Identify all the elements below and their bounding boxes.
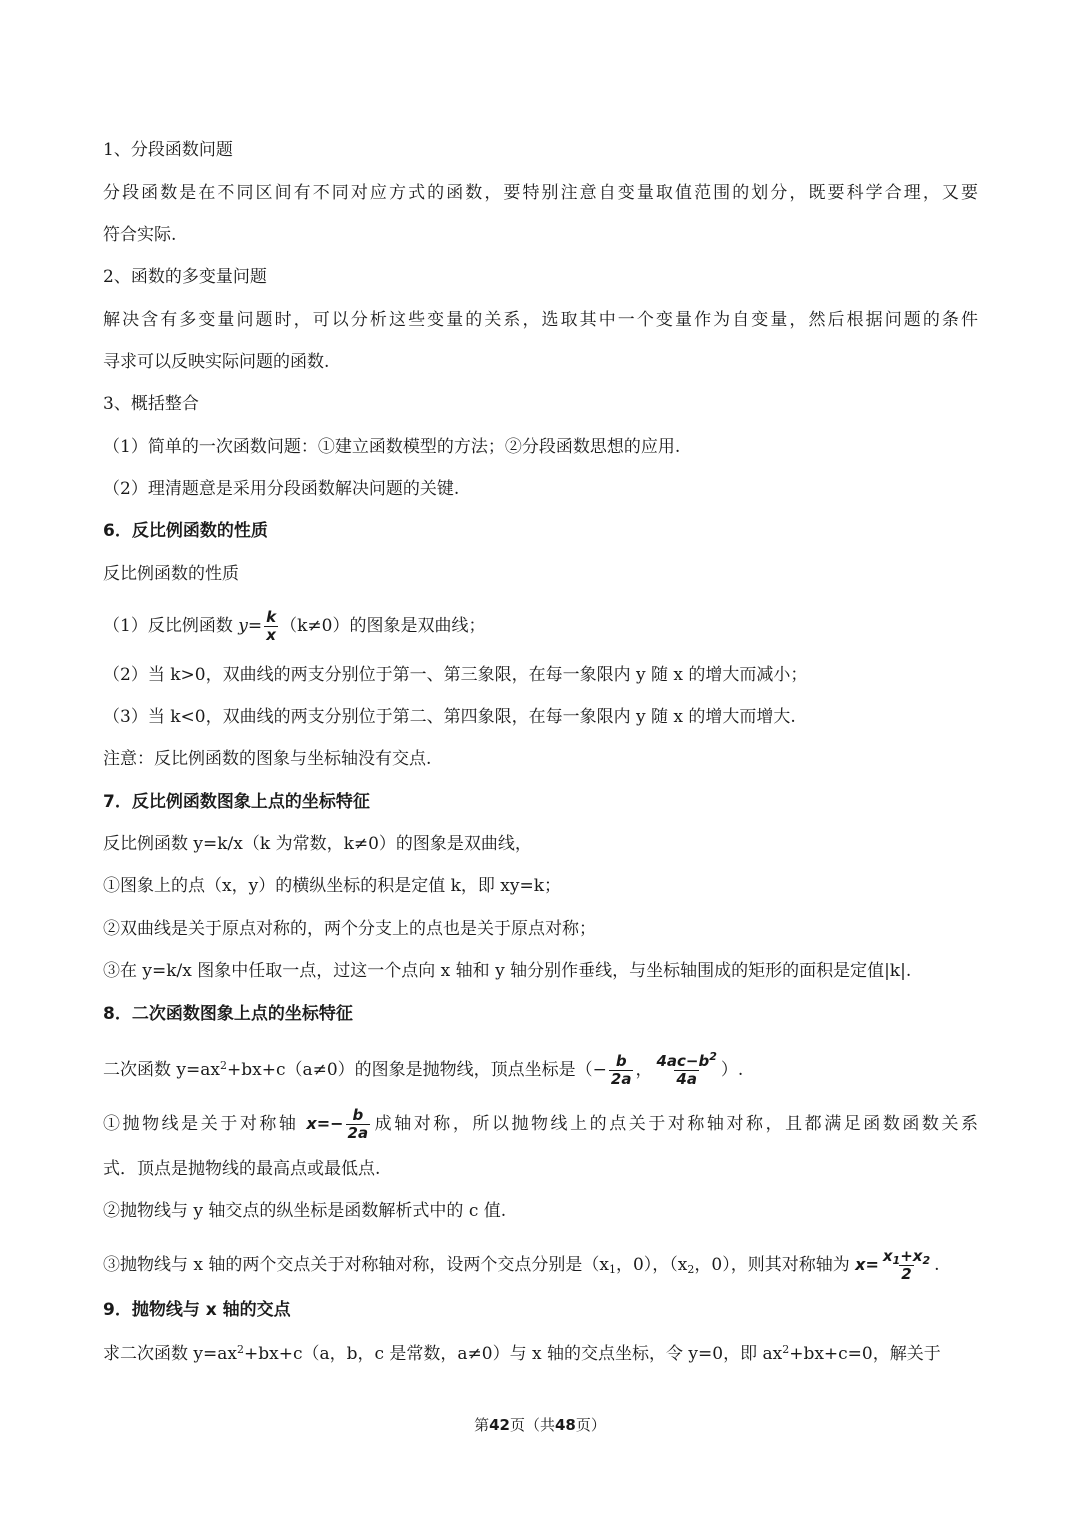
piecewise-paragraph-line2: 符合实际. <box>103 225 177 245</box>
section8-item-1-line1 <box>103 1107 978 1142</box>
text: +bx+c=0，解关于 <box>789 1344 941 1364</box>
numerator: $x_1+x_2$ <box>882 1247 931 1267</box>
section7-heading: 7．反比例函数图象上点的坐标特征 <box>103 792 370 812</box>
footer-text: 第 <box>474 1416 490 1434</box>
denominator: 4a <box>676 1070 697 1088</box>
numerator-text: 4ac−b <box>656 1052 710 1070</box>
denominator: 2a <box>610 1070 632 1088</box>
section7-item-3: ③在 y=k/x 图象中任取一点，过这一个点向 x 轴和 y 轴分别作垂线，与坐标轴围成的矩形的面积是定值|k|. <box>103 961 912 981</box>
section7-item-1: ①图象上的点（x，y）的横纵坐标的积是定值 k，即 xy=k； <box>103 876 562 896</box>
multivar-paragraph-line2: 寻求可以反映实际问题的函数. <box>103 352 330 372</box>
summary-item-2: （2）理清题意是采用分段函数解决问题的关键. <box>103 479 460 499</box>
current-page-number: 42 <box>489 1416 510 1434</box>
numerator: b <box>352 1106 364 1124</box>
section6-property-3: （3）当 k<0，双曲线的两支分别位于第二、第四象限，在每一象限内 y 随 x 的增大而增大. <box>103 707 796 727</box>
section7-intro: 反比例函数 y=k/x（k 为常数，k≠0）的图象是双曲线， <box>103 834 532 854</box>
comma: ， <box>635 1060 653 1080</box>
var-y: y <box>238 616 248 636</box>
text: ，0），（x <box>615 1255 688 1275</box>
axis-x-expr: x= <box>855 1255 879 1274</box>
fraction-b-over-2a <box>346 1107 371 1142</box>
section8-heading: 8．二次函数图象上点的坐标特征 <box>103 1004 353 1024</box>
section6-note: 注意：反比例函数的图象与坐标轴没有交点. <box>103 749 432 769</box>
section8-intro: 二次函数 $y=ax^2+bx+c(a\ne 0)$的图象是抛物线，顶点坐标是（− $\frac{b}{2a}$ ， $\frac{4ac-b^2}{4a}$ ）. <box>103 1050 744 1088</box>
text: ①抛物线是关于对称轴 <box>103 1114 307 1134</box>
numerator-x1: x <box>882 1247 893 1265</box>
text: ，0），则其对称轴为 <box>694 1255 856 1275</box>
text: . <box>934 1255 940 1275</box>
numerator: b <box>615 1052 627 1070</box>
section6-intro: 反比例函数的性质 <box>103 564 239 584</box>
footer-text: 页（共 <box>509 1416 555 1434</box>
section9-heading: 9．抛物线与 x 轴的交点 <box>103 1300 291 1320</box>
section6-property-1 <box>103 609 485 644</box>
denominator: 2 <box>901 1265 912 1283</box>
text: +bx+c（a≠0）的图象是抛物线，顶点坐标是（− <box>226 1060 607 1080</box>
section8-item-3: ③抛物线与 x 轴的两个交点关于对称轴对称，设两个交点分别是（$x_1$，0），（$x_2$，0），则其对称轴为 x= $\frac{x_1+x_2}{2}$ . <box>103 1247 940 1283</box>
section9-intro: 求二次函数 $y=ax^2+bx+c(a$，b，c 是常数，a≠0）与 x 轴的交点坐标，令 y=0，即 $ax^2+bx+c=0$，解关于 <box>103 1343 941 1364</box>
text: 成轴对称，所以抛物线上的点关于对称轴对称，且都满足函数函数关系 <box>372 1114 979 1134</box>
page-footer <box>0 1414 1080 1435</box>
fraction-k-over-x <box>264 609 278 644</box>
text: +bx+c（a，b，c 是常数，a≠0）与 x 轴的交点坐标，令 y=0，即 ax <box>243 1344 783 1364</box>
text: （k≠0）的图象是双曲线； <box>280 616 486 636</box>
footer-text: 页） <box>575 1416 606 1434</box>
denominator: x <box>266 626 276 644</box>
section8-item-2: ②抛物线与 y 轴交点的纵坐标是函数解析式中的 c 值. <box>103 1201 507 1221</box>
multivar-heading: 2、函数的多变量问题 <box>103 267 267 287</box>
summary-heading: 3、概括整合 <box>103 394 199 414</box>
numerator: k <box>266 608 277 626</box>
text: 二次函数 y=ax <box>103 1060 220 1080</box>
denominator: 2a <box>347 1124 369 1142</box>
section6-heading: 6．反比例函数的性质 <box>103 521 268 541</box>
fraction-vertex-y <box>654 1050 718 1088</box>
text: ）. <box>720 1060 744 1080</box>
section7-item-2: ②双曲线是关于原点对称的，两个分支上的点也是关于原点对称； <box>103 919 596 939</box>
piecewise-heading: 1、分段函数问题 <box>103 140 233 160</box>
piecewise-paragraph-line1: 分段函数是在不同区间有不同对应方式的函数，要特别注意自变量取值范围的划分，既要科学合理，又要 <box>103 183 978 203</box>
summary-item-1: （1）简单的一次函数问题：①建立函数模型的方法；②分段函数思想的应用. <box>103 437 681 457</box>
numerator-x2: +x <box>900 1247 923 1265</box>
fraction-b-over-2a <box>609 1053 634 1088</box>
total-page-count: 48 <box>555 1416 576 1434</box>
fraction-midpoint <box>881 1248 932 1283</box>
text: 求二次函数 y=ax <box>103 1344 237 1364</box>
section8-item-1-line2: 式．顶点是抛物线的最高点或最低点. <box>103 1159 381 1179</box>
section6-property-2: （2）当 k>0，双曲线的两支分别位于第一、第三象限，在每一象限内 y 随 x 的增大而减小； <box>103 665 808 685</box>
axis-x-expr: x=− <box>306 1114 344 1133</box>
text: （1）反比例函数 <box>103 616 239 636</box>
numerator: $4ac-b^2$ <box>656 1050 717 1070</box>
multivar-paragraph-line1: 解决含有多变量问题时，可以分析这些变量的关系，选取其中一个变量作为自变量，然后根据问题的条件 <box>103 310 978 330</box>
equals: = <box>247 616 263 636</box>
text: ③抛物线与 x 轴的两个交点关于对称轴对称，设两个交点分别是（x <box>103 1255 609 1275</box>
